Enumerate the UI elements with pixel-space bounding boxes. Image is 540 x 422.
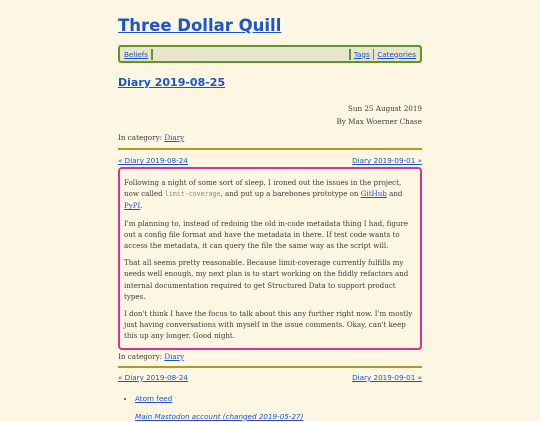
page [118, 0, 422, 422]
site-title-link[interactable]: Three Dollar Quill [118, 16, 282, 35]
post-author: By Max Woerner Chase [336, 116, 422, 126]
paragraph: I'm planning to, instead of redoing the old in-code metadata thing I had, figure out a config file format and have the metadata in there. If test code wants to access the metadata, it can query the file the same way as the script will. [124, 218, 409, 251]
post-title [118, 76, 422, 90]
divider [118, 148, 422, 150]
post-title-link[interactable]: Diary 2019-08-25 [118, 76, 226, 89]
prev-post-link[interactable]: « Diary 2019-08-24 [118, 372, 188, 382]
next-post-link[interactable]: Diary 2019-09-01 » [352, 372, 422, 382]
pypi-link[interactable]: PyPI [124, 201, 141, 211]
paragraph [124, 177, 416, 212]
post-content [118, 167, 422, 350]
atom-feed-link[interactable]: Atom feed [135, 393, 173, 403]
category-link[interactable]: Diary [164, 133, 185, 142]
post-date: Sun 25 August 2019 [347, 104, 422, 113]
nav-separator [373, 49, 375, 60]
list-item [135, 394, 422, 404]
category-prefix: In category: [118, 351, 165, 361]
paragraph: I don't think I have the focus to talk about this any further right now. I'm mostly just having conversations with myself in the issue comments. Okay, can't keep this up any longer. Good night. [124, 309, 413, 341]
mastodon-link[interactable]: Main Mastodon account (changed 2019-05-27) [135, 411, 304, 421]
text: and [386, 189, 403, 199]
divider [118, 366, 422, 368]
code-snippet: limit-coverage [164, 190, 221, 199]
text: Following a night of some sort of sleep, I ironed out the issues in the project, now called [124, 178, 402, 199]
text: . [140, 201, 143, 211]
site-title [118, 16, 422, 36]
navbar [118, 45, 422, 63]
paragraph: That all seems pretty reasonable. Because limit-coverage currently fulfills my needs well enough, my next plan is to start working on the fiddly refactors and internal documentation required to get Structured Data to support product types. [124, 258, 409, 301]
post-meta [118, 103, 422, 128]
prev-post-link[interactable]: « Diary 2019-08-24 [118, 156, 188, 165]
nav-beliefs-link[interactable]: Beliefs [124, 49, 149, 59]
post-category [118, 133, 422, 143]
category-prefix: In category: [118, 133, 165, 142]
text: , and put up a barebones prototype on [220, 189, 361, 199]
footer-links [118, 394, 422, 404]
next-post-link[interactable]: Diary 2019-09-01 » [352, 156, 422, 165]
nav-tags-link[interactable]: Tags [353, 49, 370, 59]
mastodon-line [135, 412, 422, 422]
post-navigation-top [118, 156, 422, 165]
nav-categories-link[interactable]: Categories [377, 49, 416, 59]
post-category-bottom [118, 352, 422, 362]
nav-separator [349, 49, 351, 60]
post-navigation-bottom [118, 373, 422, 382]
nav-separator [151, 49, 153, 60]
category-link[interactable]: Diary [164, 351, 185, 361]
github-link[interactable]: GitHub [360, 189, 387, 199]
